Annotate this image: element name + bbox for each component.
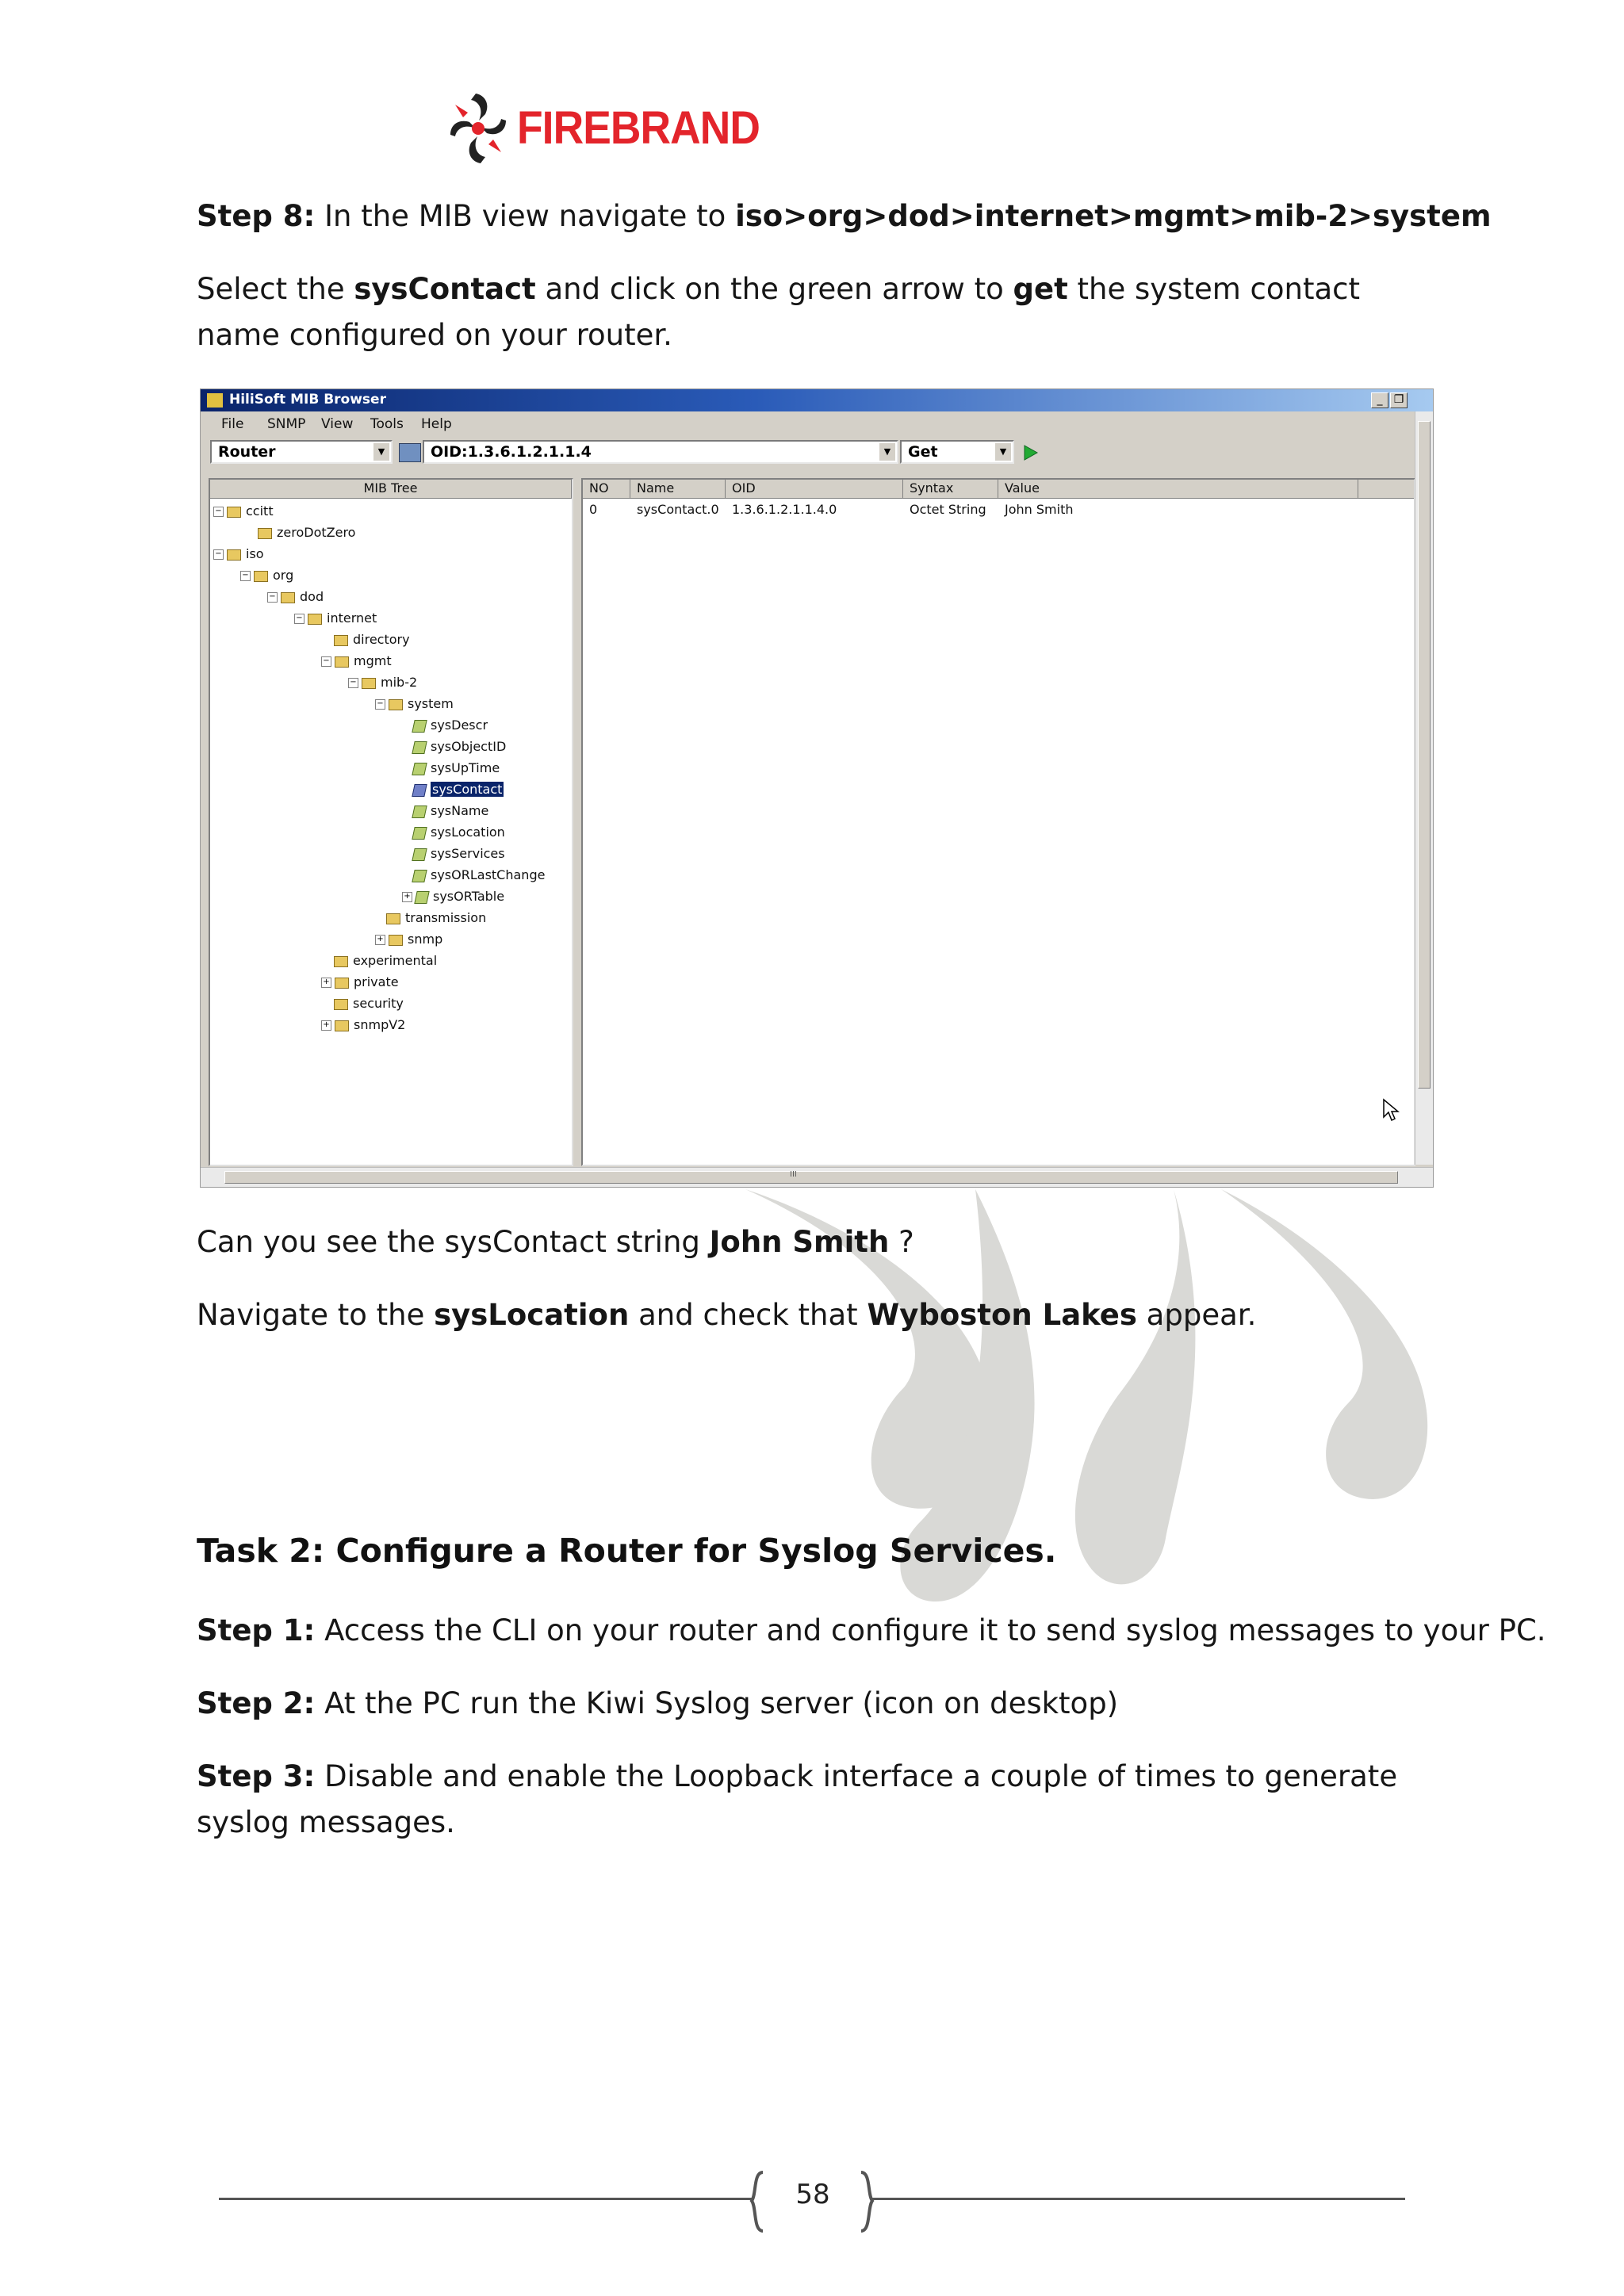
- step2-label: Step 2:: [197, 1686, 316, 1720]
- tree-label: directory: [353, 632, 410, 647]
- menubar: [201, 411, 1433, 437]
- col-header-value[interactable]: Value: [998, 480, 1358, 499]
- tree-node-dod[interactable]: [267, 587, 324, 607]
- tree-label: experimental: [353, 953, 438, 968]
- q2-text-2: and check that: [629, 1298, 868, 1332]
- expand-icon[interactable]: +: [402, 892, 412, 902]
- footer-rule-left: [219, 2198, 752, 2200]
- tree-node-sysobjectid[interactable]: [413, 737, 506, 756]
- tree-node-mgmt[interactable]: [321, 652, 392, 671]
- tree-node-experimental[interactable]: [334, 951, 437, 970]
- horizontal-scroll-thumb[interactable]: [224, 1171, 1398, 1184]
- menu-file[interactable]: File: [221, 416, 244, 432]
- col-header-oid[interactable]: OID: [726, 480, 903, 499]
- tree-node-private[interactable]: [321, 973, 399, 992]
- menu-tools[interactable]: Tools: [370, 416, 404, 432]
- footer-rule-right: [872, 2198, 1405, 2200]
- tree-node-snmpv2[interactable]: [321, 1016, 405, 1035]
- menu-help[interactable]: Help: [421, 416, 452, 432]
- tree-node-zerodotzero[interactable]: [258, 523, 355, 542]
- menu-snmp[interactable]: SNMP: [267, 416, 306, 432]
- folder-icon: [334, 999, 348, 1010]
- tree-label: mgmt: [354, 653, 392, 668]
- window-title: HiliSoft MIB Browser: [229, 392, 386, 408]
- vertical-scroll-thumb[interactable]: [1418, 421, 1431, 1089]
- tree-label: transmission: [405, 910, 487, 925]
- folder-icon: [362, 678, 376, 689]
- agent-value: Router: [218, 443, 276, 461]
- folder-icon: [227, 507, 241, 518]
- cell-oid: 1.3.6.1.2.1.1.4.0: [732, 502, 837, 517]
- operation-select[interactable]: [900, 440, 1014, 464]
- tree-node-org[interactable]: [240, 566, 293, 585]
- tree-node-internet[interactable]: [294, 609, 377, 628]
- expand-icon[interactable]: +: [375, 935, 385, 945]
- step8-text: In the MIB view navigate to: [315, 199, 736, 233]
- folder-icon: [281, 592, 295, 603]
- firebrand-logo-text: FIREBRAND: [517, 102, 760, 154]
- leaf-icon: [412, 763, 427, 775]
- tree-label: zeroDotZero: [277, 525, 356, 540]
- tree-label: sysServices: [431, 846, 505, 861]
- mouse-cursor-icon: [1382, 1098, 1400, 1122]
- folder-icon: [335, 978, 349, 989]
- oid-input[interactable]: [423, 440, 898, 464]
- tree-label: internet: [327, 610, 377, 626]
- collapse-icon[interactable]: −: [321, 656, 331, 667]
- collapse-icon[interactable]: −: [294, 614, 304, 624]
- tree-label: security: [353, 996, 404, 1011]
- tree-label: sysORLastChange: [431, 867, 546, 882]
- step3-label: Step 3:: [197, 1759, 316, 1793]
- mib-browser-window: [200, 388, 1434, 1188]
- app-icon: [207, 393, 223, 408]
- tree-node-system[interactable]: [375, 695, 454, 714]
- network-icon: [399, 443, 421, 462]
- folder-icon: [386, 913, 400, 924]
- task2-heading: Task 2: Configure a Router for Syslog Services.: [197, 1532, 1057, 1570]
- collapse-icon[interactable]: −: [267, 592, 278, 603]
- cell-syntax: Octet String: [910, 502, 986, 517]
- select-bold-get: get: [1013, 272, 1068, 306]
- leaf-icon: [412, 784, 427, 797]
- collapse-icon[interactable]: −: [348, 678, 358, 688]
- mib-tree-header: MIB Tree: [210, 480, 572, 499]
- oid-value: OID:1.3.6.1.2.1.1.4: [431, 443, 592, 461]
- step3-paragraph: [197, 1754, 1434, 1846]
- tree-label: iso: [246, 546, 264, 561]
- tree-node-ccitt[interactable]: [213, 502, 274, 521]
- step2-text: At the PC run the Kiwi Syslog server (icon on desktop): [315, 1686, 1119, 1720]
- q1-bold-john-smith: John Smith: [709, 1225, 890, 1259]
- cell-no: 0: [589, 502, 598, 517]
- step1-text: Access the CLI on your router and configure it to send syslog messages to your PC.: [315, 1613, 1546, 1647]
- col-header-syntax[interactable]: Syntax: [903, 480, 998, 499]
- tree-node-transmission[interactable]: [386, 909, 486, 928]
- tree-node-sysdescr[interactable]: [413, 716, 488, 735]
- agent-dropdown-icon[interactable]: ▼: [373, 443, 389, 461]
- step1-paragraph: [197, 1608, 1546, 1654]
- tree-label-selected: sysContact: [432, 782, 503, 797]
- q2-text-3: appear.: [1136, 1298, 1257, 1332]
- operation-dropdown-icon[interactable]: ▼: [995, 443, 1011, 461]
- expand-icon[interactable]: +: [321, 1020, 331, 1031]
- leaf-icon: [412, 848, 427, 861]
- leaf-icon: [412, 870, 427, 882]
- col-header-name[interactable]: Name: [630, 480, 726, 499]
- tree-node-sysservices[interactable]: [413, 844, 505, 863]
- collapse-icon[interactable]: −: [213, 507, 224, 517]
- tree-label: private: [354, 974, 399, 989]
- vertical-scrollbar[interactable]: [1415, 411, 1433, 1165]
- folder-icon: [227, 549, 241, 561]
- step8-label: Step 8:: [197, 199, 316, 233]
- col-header-no[interactable]: NO: [583, 480, 630, 499]
- go-arrow-icon[interactable]: [1021, 443, 1040, 462]
- cell-name: sysContact.0: [637, 502, 719, 517]
- cell-value: John Smith: [1005, 502, 1074, 517]
- tree-label: sysORTable: [433, 889, 505, 904]
- question-syslocation: [197, 1292, 1256, 1338]
- tree-node-syscontact[interactable]: [413, 780, 504, 799]
- step3-text: Disable and enable the Loopback interface a couple of times to generate syslog messages.: [197, 1759, 1398, 1839]
- tree-label: sysUpTime: [431, 760, 500, 775]
- tree-node-iso[interactable]: [213, 545, 264, 564]
- select-bold-syscontact: sysContact: [354, 272, 536, 306]
- tree-label: ccitt: [246, 503, 274, 519]
- tree-label: mib-2: [381, 675, 418, 690]
- restore-icon[interactable]: ❐: [1390, 392, 1408, 408]
- folder-icon: [258, 528, 272, 539]
- folder-icon: [389, 699, 403, 710]
- folder-icon: [334, 635, 348, 646]
- select-text-1: Select the: [197, 272, 354, 306]
- menu-view[interactable]: View: [321, 416, 354, 432]
- select-text-2: and click on the green arrow to: [535, 272, 1013, 306]
- tree-node-sysname[interactable]: [413, 802, 488, 821]
- tree-label: snmp: [408, 932, 443, 947]
- select-text-3: the system contact name configured on your router.: [197, 272, 1360, 352]
- step8-path: iso>org>dod>internet>mgmt>mib-2>system: [735, 199, 1492, 233]
- leaf-icon: [412, 720, 427, 733]
- tree-label: dod: [300, 589, 324, 604]
- question-syscontact: [197, 1219, 914, 1265]
- tree-node-directory[interactable]: [334, 630, 410, 649]
- folder-icon: [308, 614, 322, 625]
- step2-paragraph: [197, 1681, 1118, 1727]
- mib-tree-panel[interactable]: [209, 478, 573, 1166]
- tree-label: system: [408, 696, 454, 711]
- firebrand-logo-icon: [444, 89, 512, 168]
- minimize-icon[interactable]: _: [1371, 392, 1388, 408]
- q2-text-1: Navigate to the: [197, 1298, 435, 1332]
- tree-label: org: [273, 568, 294, 583]
- step8-paragraph: [197, 193, 1492, 239]
- tree-label: sysLocation: [431, 825, 505, 840]
- leaf-icon: [412, 806, 427, 818]
- tree-node-snmp[interactable]: [375, 930, 442, 949]
- footer-right-bracket-icon: [860, 2171, 875, 2233]
- operation-value: Get: [908, 443, 938, 461]
- tree-label: snmpV2: [354, 1017, 406, 1032]
- collapse-icon[interactable]: −: [375, 699, 385, 710]
- folder-icon: [335, 1020, 349, 1031]
- leaf-icon: [412, 741, 427, 754]
- oid-dropdown-icon[interactable]: ▼: [879, 443, 895, 461]
- horizontal-scrollbar[interactable]: [201, 1167, 1433, 1187]
- q2-bold-wyboston: Wyboston Lakes: [867, 1298, 1137, 1332]
- folder-icon: [389, 935, 403, 946]
- tree-label: sysName: [431, 803, 489, 818]
- page-number: 58: [795, 2179, 830, 2210]
- tree-node-sysortable[interactable]: [402, 887, 504, 906]
- collapse-icon[interactable]: −: [213, 549, 224, 560]
- footer-left-bracket-icon: [749, 2171, 764, 2233]
- step1-label: Step 1:: [197, 1613, 316, 1647]
- result-table-panel[interactable]: [581, 478, 1415, 1166]
- agent-select[interactable]: [210, 440, 393, 464]
- tree-node-syslocation[interactable]: [413, 823, 505, 842]
- q1-text-2: ?: [889, 1225, 914, 1259]
- q1-text-1: Can you see the sysContact string: [197, 1225, 710, 1259]
- expand-icon[interactable]: +: [321, 978, 331, 988]
- folder-icon: [254, 571, 268, 582]
- window-titlebar: [201, 389, 1433, 411]
- leaf-icon: [414, 891, 429, 904]
- folder-icon: [334, 956, 348, 967]
- tree-node-sysuptime[interactable]: [413, 759, 500, 778]
- tree-label: sysObjectID: [431, 739, 507, 754]
- tree-node-security[interactable]: [334, 994, 404, 1013]
- select-paragraph: [197, 266, 1434, 358]
- tree-node-mib-2[interactable]: [348, 673, 417, 692]
- tree-label: sysDescr: [431, 718, 488, 733]
- toolbar: [201, 437, 1433, 469]
- scroll-grip: III: [790, 1170, 797, 1179]
- tree-node-sysorlastchange[interactable]: [413, 866, 545, 885]
- col-header-spacer: [1358, 480, 1414, 499]
- leaf-icon: [412, 827, 427, 840]
- folder-icon: [335, 656, 349, 668]
- q2-bold-syslocation: sysLocation: [434, 1298, 630, 1332]
- collapse-icon[interactable]: −: [240, 571, 251, 581]
